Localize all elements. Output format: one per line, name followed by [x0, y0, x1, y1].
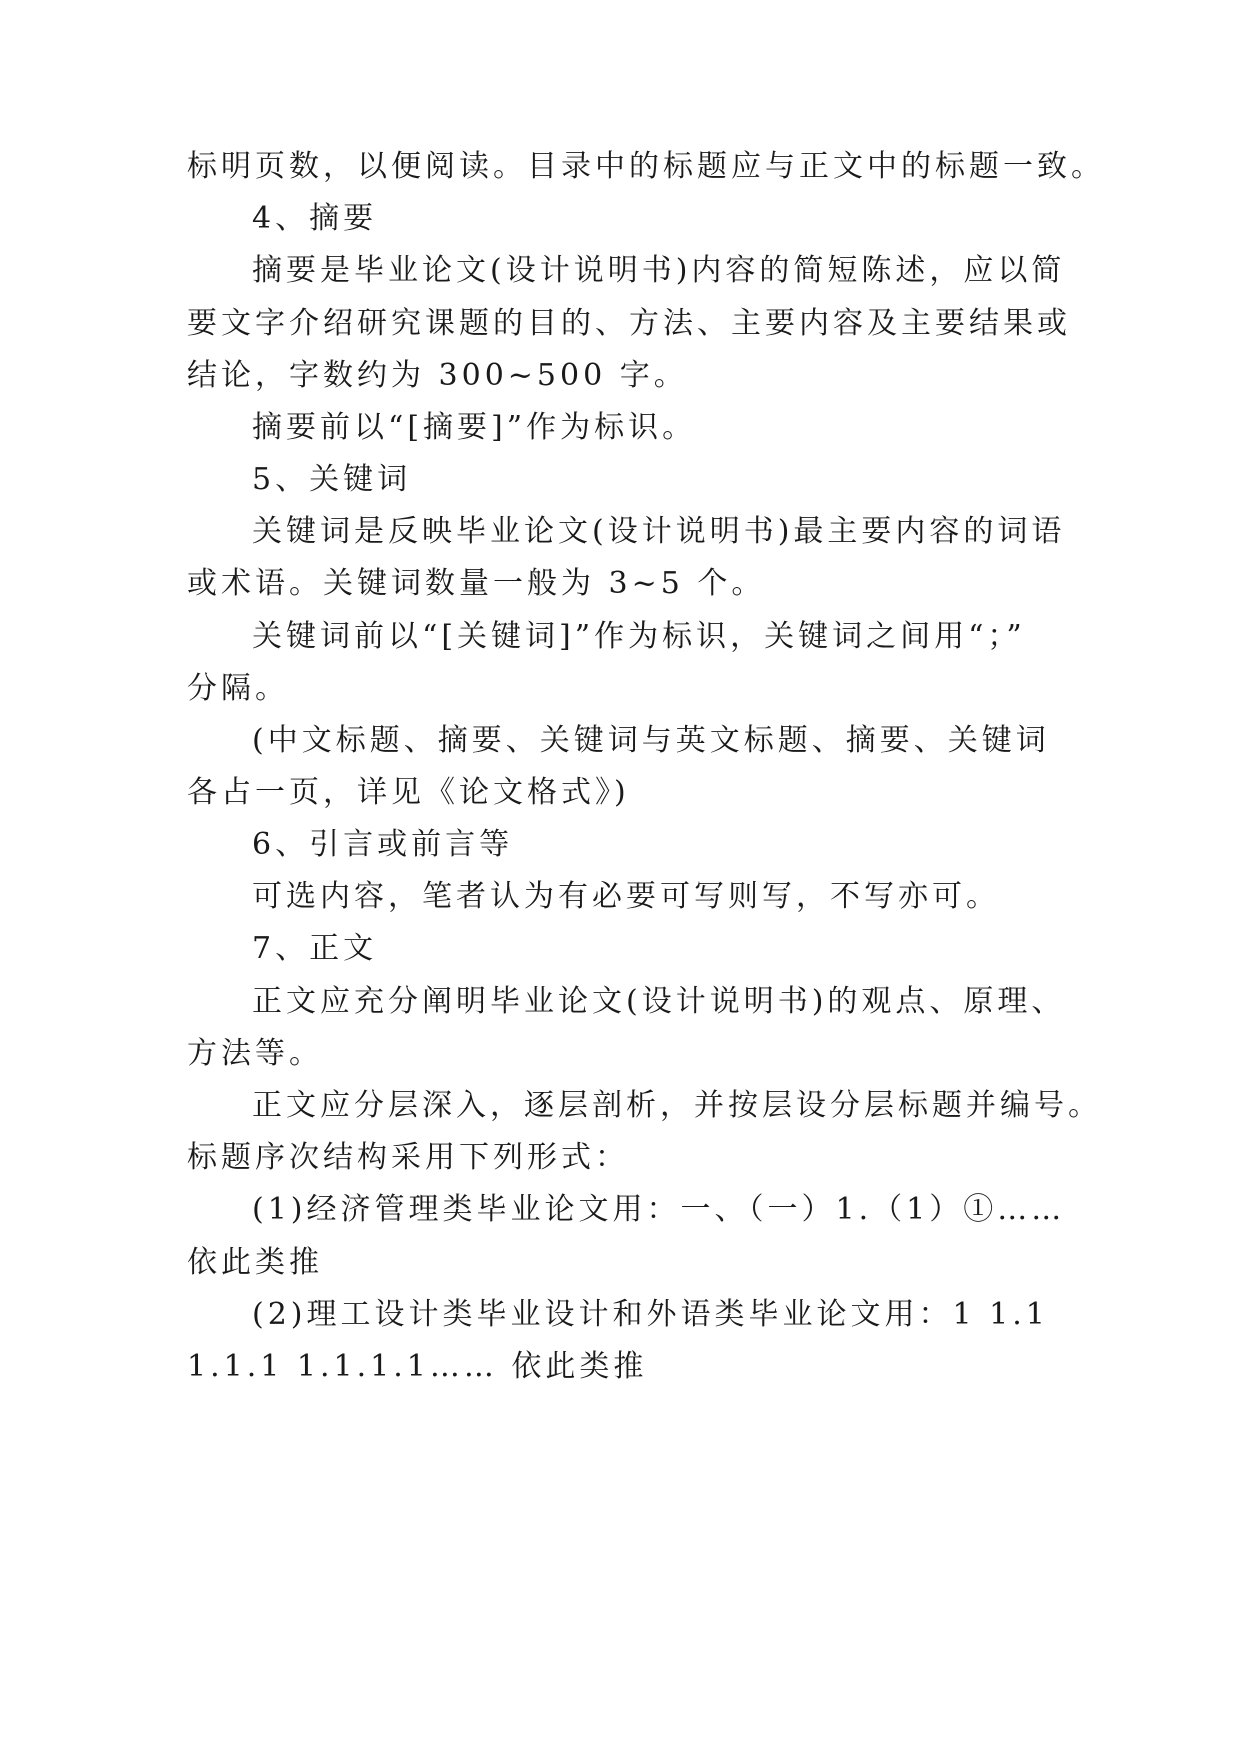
section-heading-body: 7、正文 [252, 931, 378, 966]
text-line: 摘要前以“[摘要]”作为标识。 [252, 410, 697, 445]
text-line: 关键词前以“[关键词]”作为标识，关键词之间用“；” [252, 619, 1026, 654]
text-line: 关键词是反映毕业论文(设计说明书)最主要内容的词语 [252, 514, 1066, 549]
text-line: 1.1.1 1.1.1.1…… 依此类推 [187, 1349, 648, 1384]
text-line: 结论，字数约为 300~500 字。 [187, 358, 688, 393]
text-line: 或术语。关键词数量一般为 3~5 个。 [187, 566, 766, 601]
text-line: 标明页数，以便阅读。目录中的标题应与正文中的标题一致。 [187, 149, 1105, 184]
text-line: 分隔。 [187, 671, 289, 706]
text-line: 正文应充分阐明毕业论文(设计说明书)的观点、原理、 [252, 984, 1066, 1019]
text-line: 可选内容，笔者认为有必要可写则写，不写亦可。 [252, 879, 1000, 914]
text-line: (1)经济管理类毕业论文用：一、（一）1.（1）①…… [252, 1192, 1066, 1227]
section-heading-introduction: 6、引言或前言等 [252, 827, 514, 862]
text-line: (2)理工设计类毕业设计和外语类毕业论文用：1 1.1 [252, 1297, 1049, 1332]
section-heading-keywords: 5、关键词 [252, 462, 412, 497]
text-line: 各占一页，详见《论文格式》) [187, 775, 630, 810]
text-line: 方法等。 [187, 1036, 323, 1071]
text-line: 要文字介绍研究课题的目的、方法、主要内容及主要结果或 [187, 306, 1071, 341]
text-line: 正文应分层深入，逐层剖析，并按层设分层标题并编号。 [252, 1088, 1102, 1123]
text-line: 依此类推 [187, 1245, 323, 1280]
section-heading-abstract: 4、摘要 [252, 201, 378, 236]
text-line: 标题序次结构采用下列形式： [187, 1140, 629, 1175]
text-line: 摘要是毕业论文(设计说明书)内容的简短陈述，应以简 [252, 253, 1066, 288]
text-line: (中文标题、摘要、关键词与英文标题、摘要、关键词 [252, 723, 1050, 758]
